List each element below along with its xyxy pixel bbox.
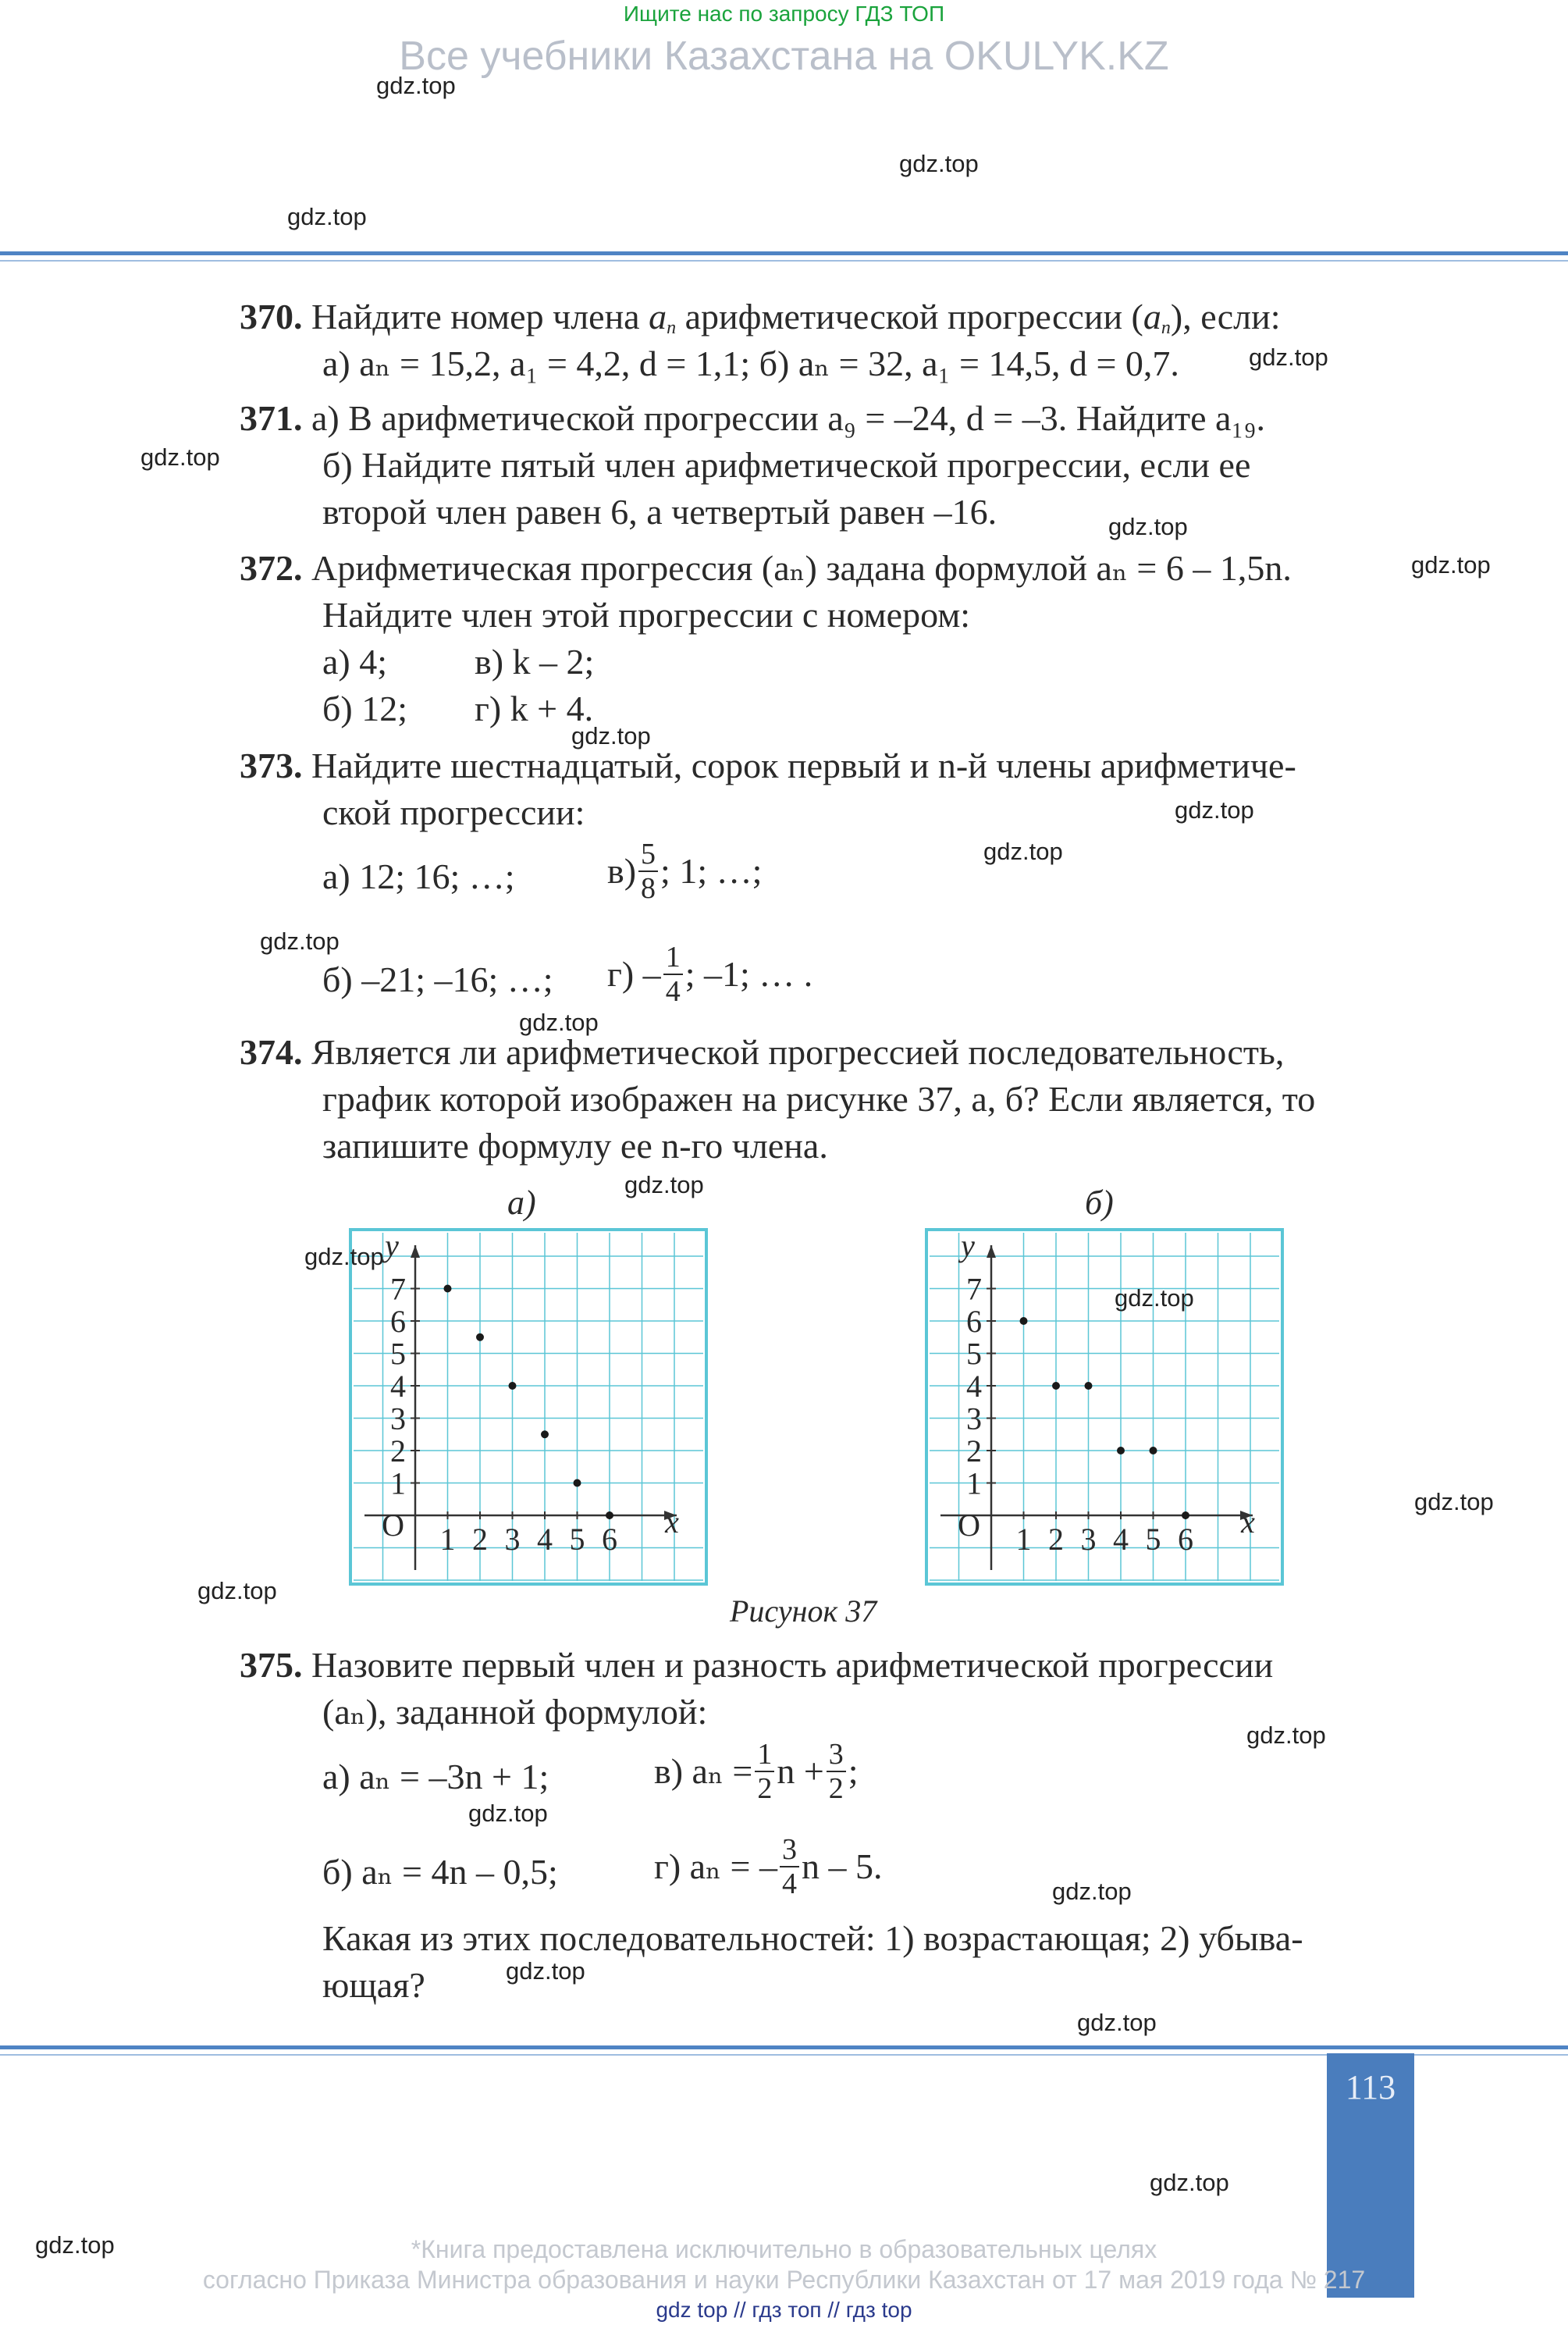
watermark: gdz.top bbox=[1249, 344, 1328, 371]
x-axis-label: x bbox=[665, 1504, 679, 1540]
y-tick-label: 5 bbox=[966, 1336, 982, 1372]
watermark: gdz.top bbox=[1175, 796, 1254, 824]
fraction-num: 1 bbox=[663, 942, 683, 975]
watermark: gdz.top bbox=[468, 1800, 548, 1827]
option-rest: n – 5. bbox=[801, 1846, 883, 1886]
problem-number: 373. bbox=[240, 746, 303, 785]
data-point bbox=[1117, 1447, 1125, 1454]
x-axis-label: x bbox=[1241, 1504, 1255, 1540]
problem-text: Арифметическая прогрессия (aₙ) задана формулой aₙ = 6 – 1,5n. bbox=[311, 548, 1292, 588]
fraction-den: 2 bbox=[757, 1772, 773, 1805]
problem-374-line-3: запишите формулу ее n-го члена. bbox=[322, 1126, 828, 1166]
origin-label: O bbox=[958, 1508, 980, 1543]
top-note: Ищите нас по запросу ГДЗ ТОП bbox=[623, 2, 945, 26]
watermark: gdz.top bbox=[1108, 513, 1188, 540]
header-rule bbox=[0, 251, 1568, 255]
watermark: gdz.top bbox=[1150, 2169, 1229, 2196]
y-tick-label: 1 bbox=[390, 1465, 406, 1501]
fraction bbox=[827, 1739, 846, 1803]
problem-370-line-2: а) aₙ = 15,2, a₁ = 4,2, d = 1,1; б) aₙ = 32, a₁ = 14,5, d = 0,7. bbox=[322, 344, 1179, 383]
fraction-den: 4 bbox=[781, 1867, 797, 1900]
watermark: gdz.top bbox=[287, 203, 367, 230]
watermark: gdz.top bbox=[35, 2231, 115, 2259]
fraction-den: 2 bbox=[828, 1772, 844, 1805]
watermark: gdz.top bbox=[376, 72, 456, 99]
fraction bbox=[780, 1835, 799, 1899]
x-tick-label: 2 bbox=[1048, 1522, 1064, 1557]
problem-375-line-3: Какая из этих последовательностей: 1) возрастающая; 2) убыва- bbox=[322, 1918, 1303, 1958]
y-axis-arrow bbox=[411, 1245, 420, 1258]
site-title[interactable]: Все учебники Казахстана на OKULYK.KZ bbox=[399, 34, 1169, 79]
y-tick-label: 1 bbox=[966, 1465, 982, 1501]
fraction bbox=[755, 1739, 774, 1803]
option-prefix: г) – bbox=[607, 954, 661, 994]
x-tick-label: 1 bbox=[439, 1522, 456, 1557]
data-point bbox=[1020, 1317, 1028, 1325]
option-mid: n + bbox=[777, 1751, 824, 1791]
option-rest: ; –1; … . bbox=[684, 954, 813, 994]
y-axis-label: y bbox=[385, 1228, 399, 1263]
watermark: gdz.top bbox=[1411, 551, 1491, 579]
watermark: gdz.top bbox=[304, 1243, 384, 1270]
chart-panel-a bbox=[349, 1228, 708, 1586]
fraction-num: 5 bbox=[638, 839, 658, 872]
x-tick-label: 1 bbox=[1015, 1522, 1032, 1557]
x-tick-label: 4 bbox=[537, 1522, 553, 1557]
watermark: gdz.top bbox=[140, 443, 220, 471]
answer-option: а) 12; 16; …; bbox=[322, 856, 515, 896]
x-tick-label: 3 bbox=[504, 1522, 521, 1557]
data-point bbox=[1150, 1447, 1157, 1454]
data-point bbox=[541, 1430, 549, 1438]
answer-option: а) aₙ = –3n + 1; bbox=[322, 1757, 549, 1796]
footer-links[interactable]: gdz top // гдз топ // гдз top bbox=[656, 2298, 912, 2322]
y-axis-label: y bbox=[961, 1228, 975, 1263]
problem-number: 375. bbox=[240, 1645, 303, 1685]
problem-text: арифметической прогрессии ( bbox=[684, 297, 1143, 336]
header-rule-thin bbox=[0, 260, 1568, 262]
y-axis-arrow bbox=[987, 1245, 996, 1258]
problem-number: 374. bbox=[240, 1032, 303, 1072]
option-rest: ; 1; …; bbox=[660, 851, 763, 891]
chart-panel-b bbox=[925, 1228, 1284, 1586]
answer-option: б) 12; bbox=[322, 689, 408, 728]
watermark: gdz.top bbox=[899, 150, 979, 177]
problem-number: 370. bbox=[240, 297, 303, 336]
option-prefix: в) aₙ = bbox=[654, 1751, 753, 1791]
data-point bbox=[1085, 1382, 1093, 1390]
watermark: gdz.top bbox=[506, 1957, 585, 1985]
answer-option: б) aₙ = 4n – 0,5; bbox=[322, 1852, 558, 1892]
x-tick-label: 5 bbox=[1145, 1522, 1161, 1557]
footer-disclaimer-2: согласно Приказа Министра образования и науки Республики Казахстан от 17 мая 2019 года № 217 bbox=[202, 2266, 1366, 2294]
problem-text: ), если: bbox=[1170, 297, 1281, 336]
data-point bbox=[606, 1511, 613, 1519]
answer-option: в) k – 2; bbox=[475, 642, 595, 682]
answer-option: б) –21; –16; …; bbox=[322, 960, 553, 999]
page-number: 113 bbox=[1345, 2068, 1396, 2106]
y-tick-label: 2 bbox=[390, 1433, 406, 1469]
fraction-num: 1 bbox=[755, 1739, 774, 1772]
watermark: gdz.top bbox=[1052, 1878, 1132, 1905]
watermark: gdz.top bbox=[260, 927, 340, 955]
fraction-num: 3 bbox=[780, 1835, 799, 1867]
problem-374-line-1 bbox=[240, 1034, 1284, 1070]
data-point bbox=[476, 1333, 484, 1341]
data-point bbox=[509, 1382, 517, 1390]
problem-370-line-1: 370. Найдите номер члена $a_n$ арифметической прогрессии $(a_n)$, если: bbox=[240, 297, 1281, 338]
footer-disclaimer-1: *Книга предоставлена исключительно в образовательных целях bbox=[411, 2235, 1157, 2263]
y-tick-label: 6 bbox=[390, 1304, 406, 1339]
watermark: gdz.top bbox=[1077, 2009, 1157, 2036]
x-tick-label: 4 bbox=[1113, 1522, 1129, 1557]
problem-375-line-4: ющая? bbox=[322, 1965, 425, 2005]
answer-option bbox=[607, 839, 762, 903]
option-rest: ; bbox=[848, 1751, 859, 1791]
answer-option: а) 4; bbox=[322, 642, 388, 682]
watermark: gdz.top bbox=[519, 1009, 599, 1036]
data-point bbox=[1052, 1382, 1060, 1390]
option-prefix: г) aₙ = – bbox=[654, 1846, 777, 1886]
answer-option bbox=[654, 1835, 882, 1899]
x-tick-label: 3 bbox=[1080, 1522, 1097, 1557]
problem-number: 372. bbox=[240, 548, 303, 588]
x-tick-label: 6 bbox=[1178, 1522, 1193, 1557]
y-tick-label: 3 bbox=[966, 1401, 982, 1437]
data-point bbox=[444, 1285, 452, 1293]
problem-371-line-3: второй член равен 6, а четвертый равен –16. bbox=[322, 492, 997, 532]
fraction-den: 8 bbox=[641, 872, 656, 905]
problem-text: Найдите шестнадцатый, сорок первый и n-й члены арифметиче- bbox=[311, 746, 1296, 785]
watermark: gdz.top bbox=[1246, 1721, 1326, 1749]
x-tick-label: 5 bbox=[569, 1522, 585, 1557]
problem-372-line-1 bbox=[240, 550, 1292, 586]
watermark: gdz.top bbox=[197, 1577, 277, 1604]
problem-375-line-2: (aₙ), заданной формулой: bbox=[322, 1692, 708, 1732]
panel-a-label: а) bbox=[507, 1184, 536, 1222]
problem-374-line-2: график которой изображен на рисунке 37, а, б? Если является, то bbox=[322, 1079, 1316, 1119]
problem-text: Является ли арифметической прогрессией последовательность, bbox=[311, 1032, 1285, 1072]
answer-option bbox=[607, 942, 812, 1006]
fraction-den: 4 bbox=[665, 975, 681, 1008]
watermark: gdz.top bbox=[571, 722, 651, 749]
problem-text: Назовите первый член и разность арифметической прогрессии bbox=[311, 1645, 1274, 1685]
y-tick-label: 3 bbox=[390, 1401, 406, 1437]
problem-373-line-2: ской прогрессии: bbox=[322, 792, 585, 832]
watermark: gdz.top bbox=[624, 1171, 704, 1198]
y-tick-label: 7 bbox=[966, 1271, 982, 1307]
y-tick-label: 2 bbox=[966, 1433, 982, 1469]
y-tick-label: 5 bbox=[390, 1336, 406, 1372]
y-tick-label: 7 bbox=[390, 1271, 406, 1307]
fraction bbox=[638, 839, 658, 903]
x-tick-label: 2 bbox=[472, 1522, 488, 1557]
fraction-num: 3 bbox=[827, 1739, 846, 1772]
y-tick-label: 4 bbox=[390, 1369, 406, 1404]
answer-option bbox=[654, 1739, 859, 1803]
watermark: gdz.top bbox=[983, 838, 1063, 865]
data-point bbox=[574, 1479, 581, 1487]
panel-b-label: б) bbox=[1085, 1184, 1114, 1222]
problem-number: 371. bbox=[240, 398, 303, 438]
problem-text: а) В арифметической прогрессии a₉ = –24, d = –3. Найдите a₁₉. bbox=[311, 398, 1265, 438]
problem-371-line-1 bbox=[240, 398, 1265, 438]
answer-option: г) k + 4. bbox=[475, 689, 594, 728]
problem-375-line-1 bbox=[240, 1647, 1273, 1683]
y-tick-label: 4 bbox=[966, 1369, 982, 1404]
watermark: gdz.top bbox=[1115, 1284, 1194, 1312]
watermark: gdz.top bbox=[1414, 1488, 1494, 1515]
data-point bbox=[1182, 1511, 1189, 1519]
figure-caption: Рисунок 37 bbox=[730, 1593, 877, 1629]
origin-label: O bbox=[382, 1508, 404, 1543]
problem-372-line-2: Найдите член этой прогрессии с номером: bbox=[322, 595, 971, 635]
footer-rule bbox=[0, 2045, 1568, 2049]
fraction bbox=[663, 942, 683, 1006]
problem-text: Найдите номер члена bbox=[311, 297, 649, 336]
x-tick-label: 6 bbox=[602, 1522, 617, 1557]
problem-373-line-1 bbox=[240, 748, 1296, 784]
problem-371-line-2: б) Найдите пятый член арифметической прогрессии, если ее bbox=[322, 445, 1251, 485]
y-tick-label: 6 bbox=[966, 1304, 982, 1339]
option-prefix: в) bbox=[607, 851, 637, 891]
